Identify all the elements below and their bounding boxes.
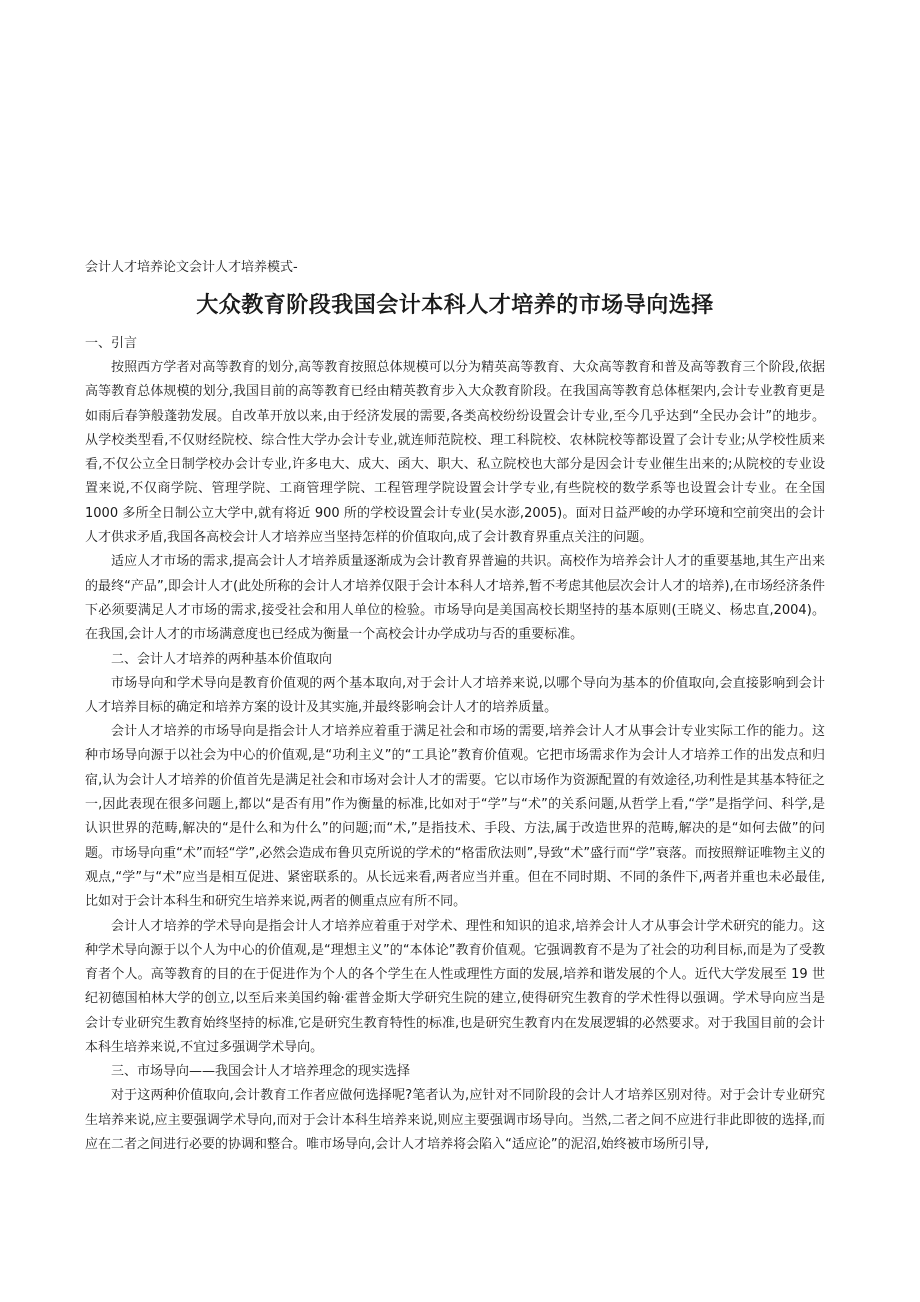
document-page xyxy=(85,256,825,1157)
document-subtitle: 会计人才培养论文会计人才培养模式- xyxy=(85,260,298,275)
page-title: 大众教育阶段我国会计本科人才培养的市场导向选择 xyxy=(196,293,714,318)
paragraph: 市场导向和学术导向是教育价值观的两个基本取向,对于会计人才培养来说,以哪个导向为基本的价值取向,会直接影响到会计人才培养目标的确定和培养方案的设计及其实施,并最终影响会计人才的培养质量。 xyxy=(85,675,825,715)
paragraph: 适应人才市场的需求,提高会计人才培养质量逐渐成为会计教育界普遍的共识。高校作为培养会计人才的重要基地,其生产出来的最终“产品”,即会计人才(此处所称的会计人才培养仅限于会计本科人才培养,暂不考虑其他层次会计人才的培养),在市场经济条件下必须要满足人才市场的需求,接受社会和用人单位的检验。市场导向是美国高校长期坚持的基本原则(王晓义、杨忠直,2004)。在我国,会计人才的市场满意度也已经成为衡量一个高校会计办学成功与否的重要标准。 xyxy=(85,554,825,643)
section-heading-value-orientations: 二、会计人才培养的两种基本价值取向 xyxy=(111,651,333,667)
paragraph: 对于这两种价值取向,会计教育工作者应做何选择呢?笔者认为,应针对不同阶段的会计人才培养区别对待。对于会计专业研究生培养来说,应主要强调学术导向,而对于会计本科生培养来说,则应主要强调市场导向。当然,二者之间不应进行非此即彼的选择,而应在二者之间进行必要的协调和整合。唯市场导向,会计人才培养将会陷入“适应论”的泥沼,始终被市场所引导, xyxy=(85,1088,825,1152)
paragraph: 按照西方学者对高等教育的划分,高等教育按照总体规模可以分为精英高等教育、大众高等教育和普及高等教育三个阶段,依据高等教育总体规模的划分,我国目前的高等教育已经由精英教育步入大众教育阶段。在我国高等教育总体框架内,会计专业教育更是如雨后春笋般蓬勃发展。自改革开放以来,由于经济发展的需要,各类高校纷纷设置会计专业,至今几乎达到“全民办会计”的地步。从学校类型看,不仅财经院校、综合性大学办会计专业,就连师范院校、理工科院校、农林院校等都设置了会计专业;从学校性质来看,不仅公立全日制学校办会计专业,许多电大、成大、函大、职大、私立院校也大部分是因会计专业催生出来的;从院校的专业设置来说,不仅商学院、管理学院、工商管理学院、工程管理学院设置会计学专业,有些院校的数学系等也设置会计专业。在全国 1000 多所全日制公立大学中,就有将近 900 所的学校设置会计专业(吴水澎,2005)。面对日益严峻的办学环境和空前突出的会计人才供求矛盾,我国各高校会计人才培养应当坚持怎样的价值取向,成了会计教育界重点关注的问题。 xyxy=(85,360,825,546)
section-heading-introduction: 一、引言 xyxy=(85,336,138,351)
paragraph: 会计人才培养的市场导向是指会计人才培养应着重于满足社会和市场的需要,培养会计人才从事会计专业实际工作的能力。这种市场导向源于以社会为中心的价值观,是“功利主义”的“工具论”教育价值观。它把市场需求作为会计人才培养工作的出发点和归宿,认为会计人才培养的价值首先是满足社会和市场对会计人才的需要。它以市场作为资源配置的有效途径,功利性是其基本特征之一,因此表现在很多问题上,都以“是否有用”作为衡量的标准,比如对于“学”与“术”的关系问题,从哲学上看,“学”是指学问、科学,是认识世界的范畴,解决的“是什么和为什么”的问题;而“术,”是指技术、手段、方法,属于改造世界的范畴,解决的是“如何去做”的问题。市场导向重“术”而轻“学”,必然会造成布鲁贝克所说的学术的“格雷欣法则”,导致“术”盛行而“学”衰落。而按照辩证唯物主义的观点,“学”与“术”应当是相互促进、紧密联系的。从长远来看,两者应当并重。但在不同时期、不同的条件下,两者并重也未必最佳,比如对于会计本科生和研究生培养来说,两者的侧重点应有所不同。 xyxy=(85,724,825,910)
paragraph: 会计人才培养的学术导向是指会计人才培养应着重于对学术、理性和知识的追求,培养会计人才从事会计学术研究的能力。这种学术导向源于以个人为中心的价值观,是“理想主义”的“本体论”教育价值观。它强调教育不是为了社会的功利目标,而是为了受教育者个人。高等教育的目的在于促进作为个人的各个学生在人性或理性方面的发展,培养和谐发展的个人。近代大学发展至 19 世纪初德国柏林大学的创立,以至后来美国约翰·霍普金斯大学研究生院的建立,使得研究生教育的学术性得以强调。学术导向应当是会计专业研究生教育始终坚持的标准,它是研究生教育特性的标准,也是研究生教育内在发展逻辑的必然要求。对于我国目前的会计本科生培养来说,不宜过多强调学术导向。 xyxy=(85,918,825,1056)
section-heading-market-orientation: 三、市场导向——我国会计人才培养理念的现实选择 xyxy=(111,1064,411,1080)
